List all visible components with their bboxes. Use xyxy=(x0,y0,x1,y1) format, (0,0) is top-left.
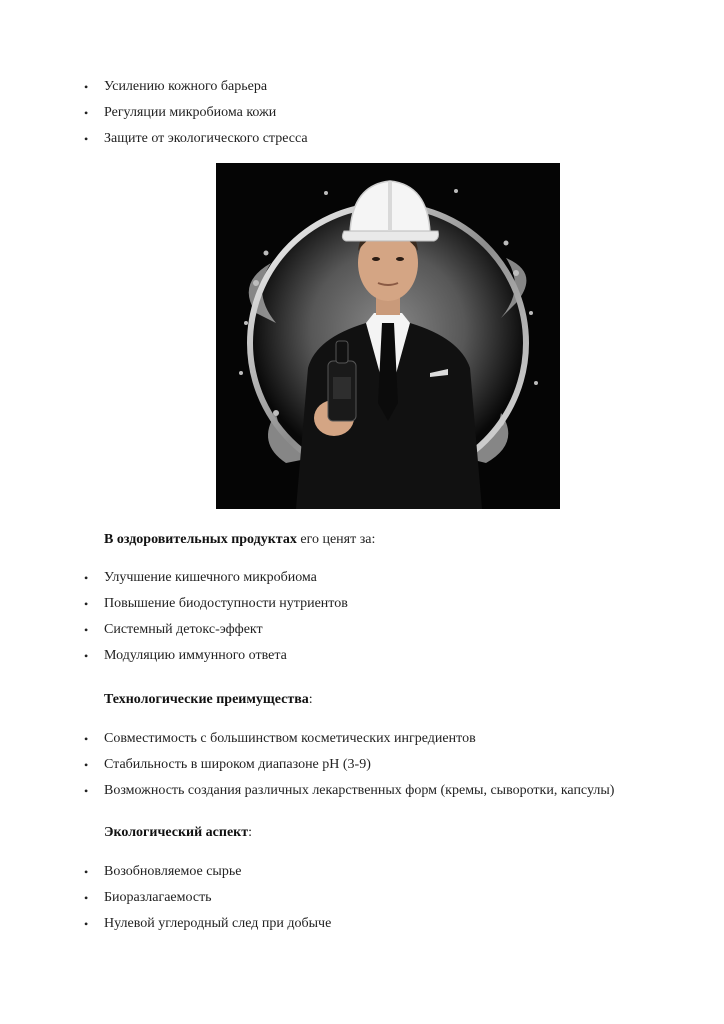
bullet-icon: • xyxy=(84,891,89,905)
list-item-text: Стабильность в широком диапазоне pH (3-9) xyxy=(104,757,371,772)
list-item xyxy=(84,755,614,781)
man-in-hard-hat-with-bottle-image xyxy=(216,163,560,509)
section-eco-heading-rest: : xyxy=(248,825,252,840)
eco-bullet-list xyxy=(84,862,331,940)
list-item xyxy=(84,103,308,129)
section-tech-heading-rest: : xyxy=(308,692,313,707)
bullet-icon: • xyxy=(84,106,89,120)
list-item xyxy=(84,620,348,646)
section-health-heading-rest: его ценят за: xyxy=(296,532,376,547)
list-item-text: Биоразлагаемость xyxy=(104,890,212,905)
list-item-text: Совместимость с большинством косметических ингредиентов xyxy=(104,731,476,746)
product-illustration xyxy=(216,163,560,509)
section-eco-heading xyxy=(104,823,252,843)
list-item xyxy=(84,594,348,620)
list-item-text: Системный детокс-эффект xyxy=(104,622,263,637)
list-item xyxy=(84,568,348,594)
bullet-icon: • xyxy=(84,80,89,94)
bullet-icon: • xyxy=(84,784,89,798)
list-item xyxy=(84,729,614,755)
list-item-text: Возможность создания различных лекарственных форм (кремы, сыворотки, капсулы) xyxy=(104,783,615,798)
bullet-icon: • xyxy=(84,917,89,931)
health-bullet-list xyxy=(84,568,348,672)
list-item-text: Усилению кожного барьера xyxy=(104,79,268,94)
list-item-text: Повышение биодоступности нутриентов xyxy=(104,596,348,611)
list-item xyxy=(84,862,331,888)
section-health-heading-bold: В оздоровительных продуктах xyxy=(104,532,297,547)
list-item xyxy=(84,129,308,155)
section-health-heading xyxy=(104,530,375,550)
bullet-icon: • xyxy=(84,865,89,879)
bullet-icon: • xyxy=(84,623,89,637)
bullet-icon: • xyxy=(84,758,89,772)
tech-bullet-list xyxy=(84,729,614,807)
list-item xyxy=(84,888,331,914)
list-item-text: Улучшение кишечного микробиома xyxy=(104,570,317,585)
bullet-icon: • xyxy=(84,732,89,746)
bullet-icon: • xyxy=(84,132,89,146)
list-item-text: Защите от экологического стресса xyxy=(104,131,308,146)
list-item-text: Возобновляемое сырье xyxy=(104,864,242,879)
list-item xyxy=(84,914,331,940)
section-tech-heading-bold: Технологические преимущества xyxy=(104,692,309,707)
list-item-text: Регуляции микробиома кожи xyxy=(104,105,277,120)
bullet-icon: • xyxy=(84,597,89,611)
intro-bullet-list xyxy=(84,77,308,155)
list-item-text: Нулевой углеродный след при добыче xyxy=(104,916,332,931)
list-item xyxy=(84,646,348,672)
section-tech-heading xyxy=(104,690,313,710)
bullet-icon: • xyxy=(84,649,89,663)
list-item-text: Модуляцию иммунного ответа xyxy=(104,648,287,663)
list-item xyxy=(84,77,308,103)
section-eco-heading-bold: Экологический аспект xyxy=(104,825,249,840)
bullet-icon: • xyxy=(84,571,89,585)
list-item xyxy=(84,781,614,807)
